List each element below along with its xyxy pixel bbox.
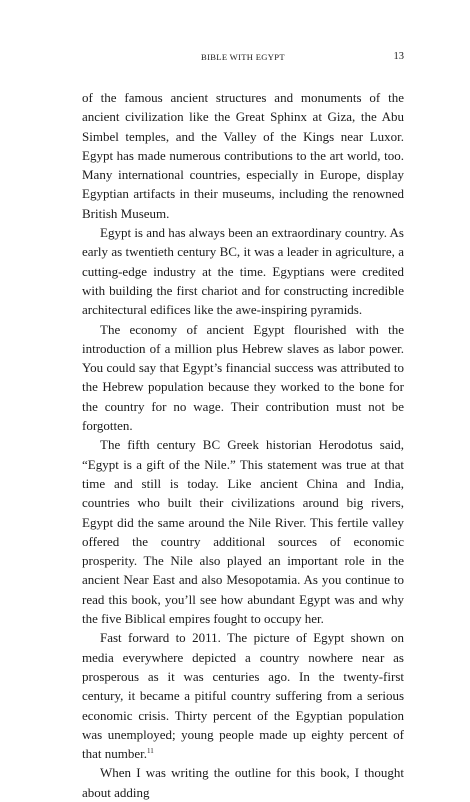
paragraph-text: The economy of ancient Egypt flourished with the introduction of a million plus Hebrew slaves as labor power. You could say that Egypt’s financial success was attributed to the Hebrew population because they worked to the bone for the country for no wage. Their contribution must not be forgotten. — [82, 321, 404, 434]
paragraph — [82, 223, 404, 319]
paragraph — [82, 320, 404, 436]
body-text — [82, 88, 404, 802]
page-number: 13 — [393, 51, 404, 62]
running-head — [82, 52, 404, 66]
paragraph — [82, 88, 404, 223]
paragraph-text: of the famous ancient structures and monuments of the ancient civilization like the Great Sphinx at Giza, the Abu Simbel temples, and the Valley of the Kings near Luxor. Egypt has made numerous contributions to the art world, too. Many international countries, especially in Europe, display Egyptian artifacts in their museums, including the renowned British Museum. — [82, 90, 404, 221]
paragraph — [82, 763, 404, 802]
paragraph — [82, 628, 404, 763]
paragraph — [82, 435, 404, 628]
paragraph-text: Fast forward to 2011. The picture of Egypt shown on media everywhere depicted a country nowhere near as prosperous as it was centuries ago. In the twenty-first century, it became a pitiful country suffering from a serious economic crisis. Thirty percent of the Egyptian population was unemployed; young people made up eighty percent of that number. — [82, 630, 404, 762]
paragraph-text: The fifth century BC Greek historian Herodotus said, “Egypt is a gift of the Nile.” This statement was true at that time and still is today. Like ancient China and India, countries who built their civilizations around big rivers, Egypt did the same around the Nile River. This fertile valley offered the country additional sources of economic prosperity. The Nile also played an important role in the ancient Near East and also Mesopotamia. As you continue to read this book, you’ll see how abundant Egypt was and why the five Biblical empires fought to occupy her. — [82, 437, 404, 627]
paragraph-text: When I was writing the outline for this book, I thought about adding — [82, 765, 404, 800]
paragraph-text: Egypt is and has always been an extraordinary country. As early as twentieth century BC, it was a leader in agriculture, a cutting-edge industry at the time. Egyptians were credited with building the first chariot and for constructing incredible architectural edifices like the awe-inspiring pyramids. — [82, 225, 404, 318]
running-title: BIBLE WITH EGYPT — [201, 52, 285, 62]
footnote-marker[interactable]: 11 — [147, 747, 154, 756]
